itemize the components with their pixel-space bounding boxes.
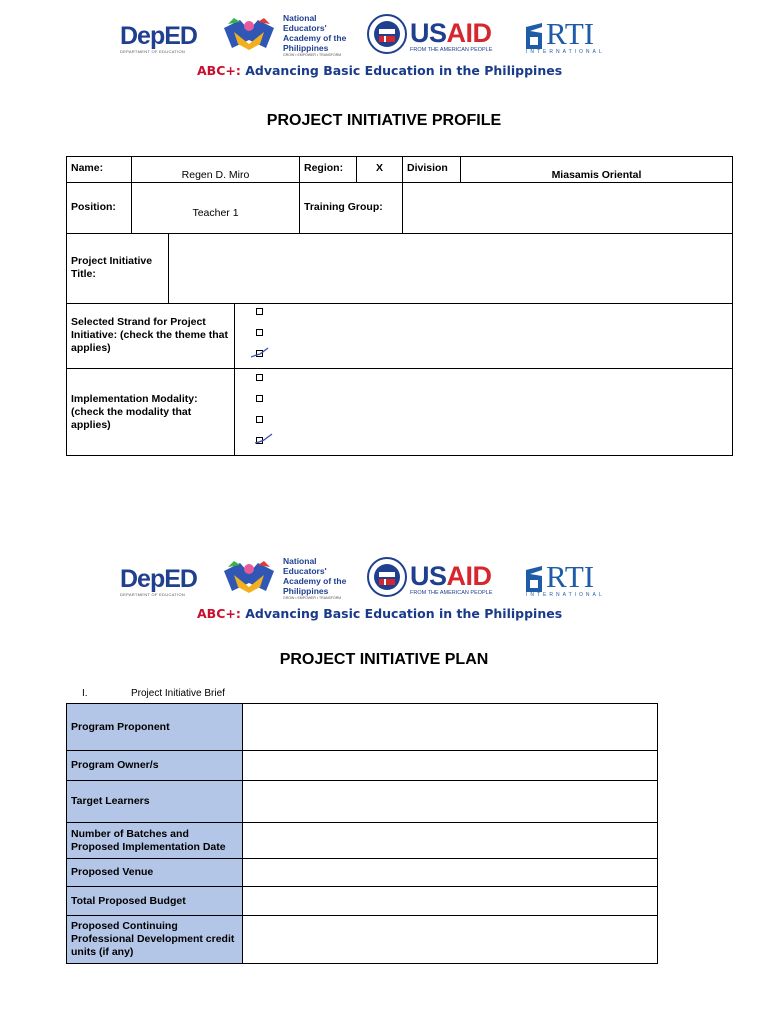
table-row [66,750,658,781]
division-label-cell [402,156,461,183]
initiative-title-value-cell[interactable] [168,233,733,304]
row-value[interactable] [243,887,657,915]
modality-label: Implementation Modality: (check the modality that applies) [71,393,198,431]
strand-checkbox-1[interactable] [256,308,263,315]
neap-line-2: Educators' [283,566,327,576]
name-value-cell[interactable] [131,156,300,183]
row-label: Program Owner/s [67,751,243,780]
strand-checkbox-2[interactable] [256,329,263,336]
position-label: Position: [71,201,116,213]
neap-line-1: National [283,556,317,566]
section-title: Project Initiative Brief [131,688,225,699]
table-row [66,780,658,823]
rti-logo [526,561,605,598]
division-label: Division [407,162,448,174]
training-value-cell[interactable] [402,182,733,234]
deped-wordmark: DepED [120,565,197,593]
modality-checkbox-1[interactable] [256,374,263,381]
neap-line-4: Philippines [283,586,329,596]
modality-options-cell [234,368,733,456]
table-row [66,858,658,887]
deped-logo [120,567,197,597]
row-label: Proposed Venue [67,859,243,886]
neap-line-1: National [283,13,317,23]
rti-subtitle: INTERNATIONAL [526,592,605,598]
neap-line-3: Academy of the [283,576,347,586]
position-value-cell[interactable] [131,182,300,234]
row-value[interactable] [243,751,657,780]
usaid-seal-icon [367,557,407,597]
rti-wordmark: RTI [546,559,595,594]
strand-options-cell [234,303,733,369]
neap-emblem-icon [220,557,278,597]
row-value[interactable] [243,704,657,750]
rti-mark-icon [526,23,546,49]
usaid-logo [410,563,492,596]
checkmark-icon [254,433,274,445]
row-value[interactable] [243,781,657,822]
position-label-cell [66,182,132,234]
neap-line-2: Educators' [283,23,327,33]
deped-logo [120,24,197,54]
row-label: Number of Batches and Proposed Implementation Date [67,823,243,858]
modality-checkbox-2[interactable] [256,395,263,402]
training-label: Training Group: [304,201,383,213]
table-row [66,886,658,916]
usaid-subtitle: FROM THE AMERICAN PEOPLE [410,590,493,596]
modality-label-cell [66,368,235,456]
strand-label: Selected Strand for Project Initiative: (check the theme that applies) [71,316,228,354]
table-row [66,822,658,859]
position-value: Teacher 1 [192,207,239,219]
deped-subtitle: DEPARTMENT OF EDUCATION [120,592,186,597]
abc-tagline: ABC+: Advancing Basic Education in the Philippines [197,63,563,78]
training-label-cell [299,182,403,234]
region-label-cell [299,156,357,183]
strand-label-cell [66,303,235,369]
table-row [66,703,658,751]
checkmark-icon [250,347,270,359]
rti-wordmark: RTI [546,16,595,51]
neap-line-4: Philippines [283,43,329,53]
row-label: Proposed Continuing Professional Development credit units (if any) [67,916,243,963]
neap-line-3: Academy of the [283,33,347,43]
abc-tagline: ABC+: Advancing Basic Education in the Philippines [197,606,563,621]
name-value: Regen D. Miro [181,169,250,181]
division-value-cell[interactable] [460,156,733,183]
section-number: I. [82,688,88,699]
row-label: Total Proposed Budget [67,887,243,915]
row-value[interactable] [243,916,657,963]
usaid-wordmark: USAID [410,561,492,591]
row-value[interactable] [243,859,657,886]
neap-logo-text [283,556,346,600]
rti-mark-icon [526,566,546,592]
region-value-cell[interactable] [356,156,403,183]
row-label: Program Proponent [67,704,243,750]
table-row [66,915,658,964]
modality-checkbox-3[interactable] [256,416,263,423]
profile-title: PROJECT INITIATIVE PROFILE [266,112,502,129]
neap-tagline: GROW • EMPOWER • TRANSFORM [283,53,342,57]
name-label: Name: [71,162,104,174]
usaid-wordmark: USAID [410,18,492,48]
usaid-seal-icon [367,14,407,54]
deped-wordmark: DepED [120,22,197,50]
neap-tagline: GROW • EMPOWER • TRANSFORM [283,596,342,600]
plan-title: PROJECT INITIATIVE PLAN [279,651,489,668]
initiative-title-label: Project Initiative Title: [71,255,153,280]
usaid-subtitle: FROM THE AMERICAN PEOPLE [410,47,493,53]
rti-subtitle: INTERNATIONAL [526,49,605,55]
neap-logo-text [283,13,346,57]
region-value: X [375,162,383,174]
name-label-cell [66,156,132,183]
division-value: Miasamis Oriental [551,169,642,181]
rti-logo [526,18,605,55]
usaid-logo [410,20,492,53]
row-value[interactable] [243,823,657,858]
region-label: Region: [304,162,344,174]
neap-emblem-icon [220,14,278,54]
row-label: Target Learners [67,781,243,822]
initiative-title-label-cell [66,233,169,304]
deped-subtitle: DEPARTMENT OF EDUCATION [120,49,186,54]
